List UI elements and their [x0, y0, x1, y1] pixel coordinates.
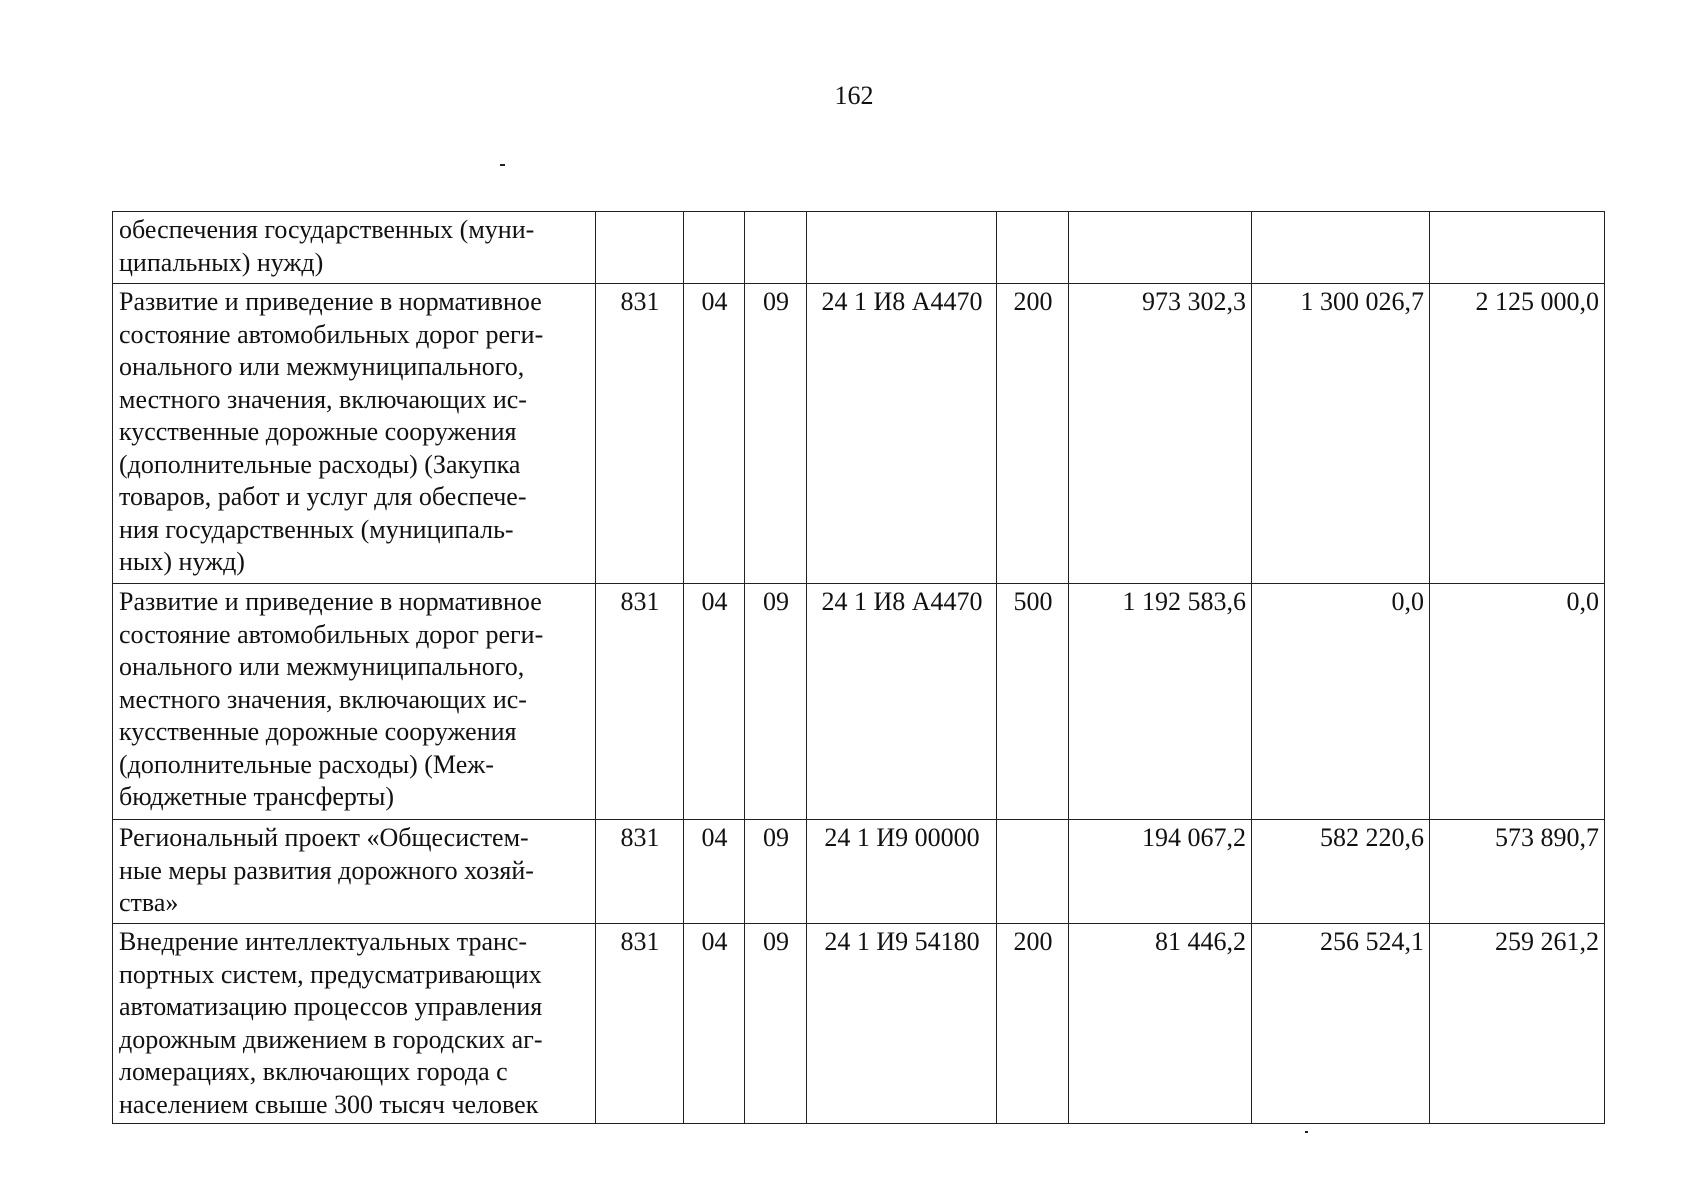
expense-type-cell: 500 [997, 584, 1069, 820]
item-name-line: ные меры развития дорожного хозяй- [119, 855, 534, 885]
expense-type-cell: 200 [997, 284, 1069, 584]
ministry-code-cell: 831 [596, 820, 684, 924]
target-article-cell: 24 1 И9 54180 [807, 924, 997, 1124]
amount-year2-cell: 0,0 [1252, 584, 1430, 820]
item-name-line: (дополнительные расходы) (Меж- [119, 749, 494, 779]
item-name-cell [113, 284, 596, 584]
item-name-line: товаров, работ и услуг для обеспече- [119, 482, 527, 511]
amount-year1-cell [1069, 212, 1252, 284]
item-name-line: онального или межмуниципального, [119, 352, 525, 381]
item-name-cell [113, 924, 596, 1124]
item-name-line: Развитие и приведение в нормативное [119, 587, 542, 616]
subsection-code-cell: 09 [745, 820, 807, 924]
item-name-line: ства» [119, 888, 179, 917]
table-row [113, 584, 1605, 820]
amount-year3-cell: 0,0 [1430, 584, 1605, 820]
item-name-cell [113, 820, 596, 924]
section-code-cell: 04 [684, 584, 745, 820]
item-name-line: состояние автомобильных дорог реги- [119, 319, 544, 349]
item-name-line: состояние автомобильных дорог реги- [119, 619, 544, 649]
amount-year2-cell: 256 524,1 [1252, 924, 1430, 1124]
item-name-line: ния государственных (муниципаль- [119, 514, 514, 544]
table-row [113, 212, 1605, 284]
item-name-cell [113, 584, 596, 820]
section-code-cell: 04 [684, 820, 745, 924]
expense-type-cell: 200 [997, 924, 1069, 1124]
target-article-cell: 24 1 И8 А4470 [807, 584, 997, 820]
ministry-code-cell: 831 [596, 924, 684, 1124]
scan-speck [500, 164, 505, 166]
item-name-line: местного значения, включающих ис- [119, 384, 527, 414]
ministry-code-cell: 831 [596, 584, 684, 820]
item-name-line: Региональный проект «Общесистем- [119, 823, 529, 852]
section-code-cell: 04 [684, 924, 745, 1124]
item-name-line: Внедрение интеллектуальных транс- [119, 927, 528, 956]
target-article-cell [807, 212, 997, 284]
target-article-cell: 24 1 И9 00000 [807, 820, 997, 924]
item-name-line: обеспечения государственных (муни- [119, 215, 535, 244]
subsection-code-cell [745, 212, 807, 284]
ministry-code-cell: 831 [596, 284, 684, 584]
ministry-code-cell [596, 212, 684, 284]
item-name-line: портных систем, предусматривающих [119, 959, 542, 989]
expense-type-cell [997, 820, 1069, 924]
amount-year1-cell: 1 192 583,6 [1069, 584, 1252, 820]
amount-year2-cell: 582 220,6 [1252, 820, 1430, 924]
amount-year2-cell [1252, 212, 1430, 284]
item-name-line: населением свыше 300 тысяч человек [119, 1089, 539, 1119]
item-name-line: местного значения, включающих ис- [119, 684, 527, 714]
amount-year2-cell: 1 300 026,7 [1252, 284, 1430, 584]
table-body [113, 212, 1605, 1124]
amount-year1-cell: 194 067,2 [1069, 820, 1252, 924]
amount-year1-cell: 973 302,3 [1069, 284, 1252, 584]
subsection-code-cell: 09 [745, 584, 807, 820]
item-name-line: кусственные дорожные сооружения [119, 417, 517, 446]
item-name-cell [113, 212, 596, 284]
item-name-line: онального или межмуниципального, [119, 652, 525, 681]
item-name-line: дорожным движением в городских аг- [119, 1024, 543, 1054]
subsection-code-cell: 09 [745, 924, 807, 1124]
amount-year3-cell: 573 890,7 [1430, 820, 1605, 924]
subsection-code-cell: 09 [745, 284, 807, 584]
item-name-line: (дополнительные расходы) (Закупка [119, 449, 521, 479]
item-name-line: автоматизацию процессов управления [119, 992, 543, 1021]
amount-year1-cell: 81 446,2 [1069, 924, 1252, 1124]
amount-year3-cell [1430, 212, 1605, 284]
item-name-line: ных) нужд) [119, 547, 245, 576]
scan-speck [1305, 1131, 1308, 1133]
table-row [113, 284, 1605, 584]
item-name-line: ципальных) нужд) [119, 247, 324, 277]
table-row [113, 820, 1605, 924]
expense-type-cell [997, 212, 1069, 284]
item-name-line: бюджетные трансферты) [119, 782, 395, 811]
section-code-cell [684, 212, 745, 284]
target-article-cell: 24 1 И8 А4470 [807, 284, 997, 584]
item-name-line: Развитие и приведение в нормативное [119, 287, 542, 316]
table-row [113, 924, 1605, 1124]
item-name-line: кусственные дорожные сооружения [119, 717, 517, 746]
page-number: 162 [834, 81, 874, 110]
section-code-cell: 04 [684, 284, 745, 584]
item-name-line: ломерациях, включающих города с [119, 1057, 508, 1086]
amount-year3-cell: 2 125 000,0 [1430, 284, 1605, 584]
amount-year3-cell: 259 261,2 [1430, 924, 1605, 1124]
budget-table [112, 211, 1605, 1124]
